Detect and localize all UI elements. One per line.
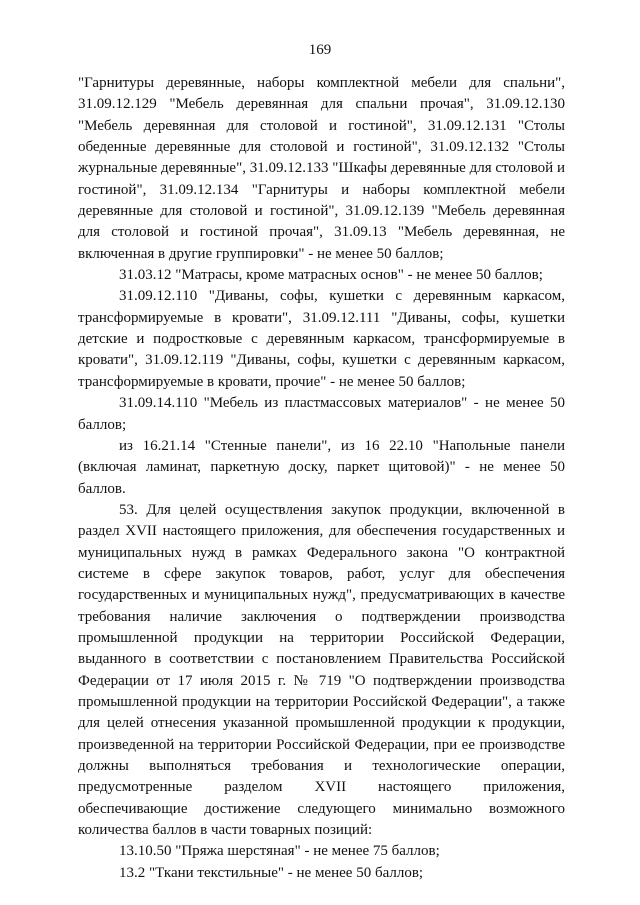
page-number: 169	[308, 42, 332, 58]
document-body	[78, 73, 565, 884]
paragraph-plastic-furniture: 31.09.14.110 "Мебель из пластмассовых материалов" - не менее 50 баллов;	[78, 395, 565, 433]
paragraph-textile-fabrics: 13.2 "Ткани текстильные" - не менее 50 баллов;	[119, 864, 424, 881]
paragraph-wool-yarn: 13.10.50 "Пряжа шерстяная" - не менее 75 баллов;	[119, 843, 440, 860]
paragraph-sofas: 31.09.12.110 "Диваны, софы, кушетки с деревянным каркасом, трансформируемые в кровати", 31.09.12.111 "Диваны, софы, кушетки детские и подростковые с деревянным каркасом, трансформируемые в кровати", 31.09.12.119 "Диваны, софы, кушетки с деревянным каркасом, трансформируемые в кровати, прочие" - не менее 50 баллов;	[78, 288, 565, 390]
paragraph-clause-53: 53. Для целей осуществления закупок продукции, включенной в раздел XVII настоящего приложения, для обеспечения государственных и муниципальных нужд в рамках Федерального закона "О контрактной системе в сфере закупок товаров, работ, услуг для обеспечения государственных и муниципальных нужд", предусматривающих в качестве требования наличие заключения о подтверждении производства промышленной продукции на территории Российской Федерации, выданного в соответствии с постановлением Правительства Российской Федерации от 17 июля 2015 г. № 719 "О подтверждении производства промышленной продукции на территории Российской Федерации", а также для целей отнесения указанной промышленной продукции к продукции, произведенной на территории Российской Федерации, при ее производстве должны выполняться требования и технологические операции, предусмотренные разделом XVII настоящего приложения, обеспечивающие достижение следующего минимально возможного количества баллов в части товарных позиций:	[78, 501, 565, 839]
paragraph-furniture-codes: "Гарнитуры деревянные, наборы комплектной мебели для спальни", 31.09.12.129 "Мебель деревянная для спальни прочая", 31.09.12.130 "Мебель деревянная для столовой и гостиной", 31.09.12.131 "Столы обеденные деревянные для столовой и гостиной", 31.09.12.132 "Столы журнальные деревянные", 31.09.12.133 "Шкафы деревянные для столовой и гостиной", 31.09.12.134 "Гарнитуры и наборы комплектной мебели деревянные для столовой и гостиной", 31.09.12.139 "Мебель деревянная для столовой и гостиной прочая", 31.09.13 "Мебель деревянная, не включенная в другие группировки" - не менее 50 баллов;	[78, 75, 565, 262]
paragraph-mattresses: 31.03.12 "Матрасы, кроме матрасных основ" - не менее 50 баллов;	[119, 267, 543, 284]
paragraph-panels: из 16.21.14 "Стенные панели", из 16 22.10 "Напольные панели (включая ламинат, паркетную доску, паркет щитовой)" - не менее 50 баллов.	[78, 437, 565, 497]
